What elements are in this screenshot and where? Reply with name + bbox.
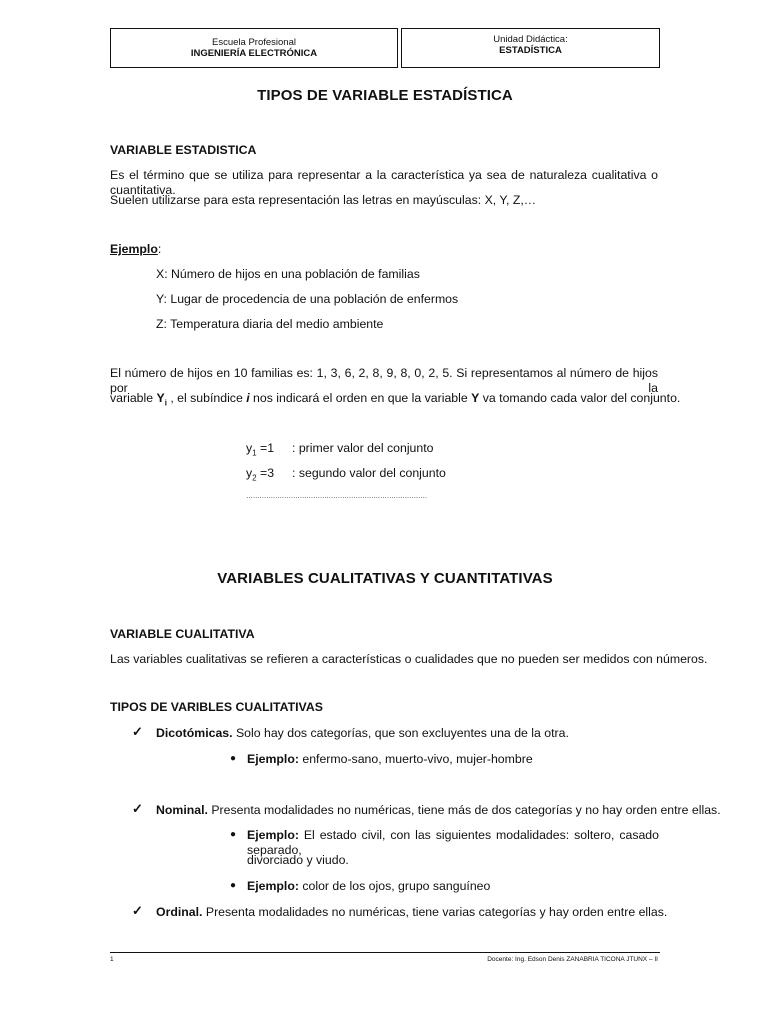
bullet-icon: ● bbox=[230, 753, 237, 764]
item-nominal bbox=[156, 803, 721, 818]
footer-author: Docente: Ing. Edson Denis ZANABRIA TICONA JTUNX – II bbox=[487, 956, 658, 963]
para2-var: Y bbox=[156, 391, 165, 405]
dicotomicas-text: Solo hay dos categorías, que son excluyentes una de la otra. bbox=[232, 726, 569, 740]
section-heading-tipos: TIPOS DE VARIBLES CUALITATIVAS bbox=[110, 700, 323, 714]
definition-line-2: Suelen utilizarse para esta representación las letras en mayúsculas: X, Y, Z,… bbox=[110, 193, 537, 207]
header-unit-box bbox=[401, 28, 660, 68]
check-icon: ✓ bbox=[132, 903, 143, 918]
header-unit-name: ESTADÍSTICA bbox=[499, 45, 562, 56]
definition-line-1: Es el término que se utiliza para representar a la característica ya sea de naturaleza cualitativa o cuantitativa. bbox=[110, 168, 658, 197]
ordinal-text: Presenta modalidades no numéricas, tiene varias categorías y hay orden entre ellas. bbox=[202, 905, 668, 919]
bullet-icon: ● bbox=[230, 880, 237, 891]
example-dicotomicas-text: enfermo-sano, muerto-vivo, mujer-hombre bbox=[298, 752, 533, 766]
page-title: TIPOS DE VARIABLE ESTADÍSTICA bbox=[257, 87, 513, 104]
y2-sub: 2 bbox=[252, 473, 257, 483]
section-heading-variable-cualitativa: VARIABLE CUALITATIVA bbox=[110, 627, 255, 641]
example-label-colon: : bbox=[157, 242, 162, 256]
example-x: X: Número de hijos en una población de familias bbox=[156, 267, 420, 281]
example-dicotomicas bbox=[247, 752, 533, 767]
section-heading-variable-estadistica: VARIABLE ESTADISTICA bbox=[110, 143, 257, 157]
item-ordinal bbox=[156, 905, 667, 920]
y1-eq: =1 bbox=[256, 441, 275, 455]
y2-definition bbox=[246, 466, 274, 485]
nominal-text: Presenta modalidades no numéricas, tiene más de dos categorías y no hay orden entre ellas. bbox=[207, 803, 721, 817]
y1-sub: 1 bbox=[252, 448, 257, 458]
example-label-text: Ejemplo bbox=[110, 242, 158, 256]
section-title-cualitativas: VARIABLES CUALITATIVAS Y CUANTITATIVAS bbox=[217, 570, 553, 587]
y2-lhs: y bbox=[246, 466, 253, 480]
paragraph-line-2 bbox=[110, 391, 680, 410]
y1-lhs: y bbox=[246, 441, 253, 455]
check-icon: ✓ bbox=[132, 724, 143, 739]
para2-d: va tomando cada valor del conjunto. bbox=[479, 391, 681, 405]
example-label-bold: Ejemplo: bbox=[247, 879, 299, 893]
nominal-label: Nominal. bbox=[156, 803, 208, 817]
example-nominal-2-text: color de los ojos, grupo sanguíneo bbox=[298, 879, 491, 893]
y2-eq: =3 bbox=[256, 466, 275, 480]
y2-description: : segundo valor del conjunto bbox=[292, 466, 446, 480]
example-label-bold: Ejemplo: bbox=[247, 828, 299, 842]
dicotomicas-label: Dicotómicas. bbox=[156, 726, 233, 740]
item-dicotomicas bbox=[156, 726, 569, 741]
example-nominal-1-continued: divorciado y viudo. bbox=[247, 853, 349, 867]
watermark bbox=[271, 420, 509, 670]
example-nominal-2 bbox=[247, 879, 490, 894]
example-label-bold: Ejemplo: bbox=[247, 752, 299, 766]
header-unit-label: Unidad Didáctica: bbox=[493, 34, 568, 45]
check-icon: ✓ bbox=[132, 801, 143, 816]
footer-divider bbox=[110, 952, 660, 953]
para2-c: nos indicará el orden en que la variable bbox=[249, 391, 472, 405]
para2-sub: i bbox=[164, 398, 167, 408]
example-label bbox=[110, 242, 161, 257]
ellipsis-line: ……………………………………………………………………… bbox=[246, 493, 427, 500]
y1-description: : primer valor del conjunto bbox=[292, 441, 434, 455]
para2-a: variable bbox=[110, 391, 157, 405]
para2-y: Y bbox=[471, 391, 480, 405]
header-school-label: Escuela Profesional bbox=[212, 37, 296, 48]
bullet-icon: ● bbox=[230, 829, 237, 840]
header-school-name: INGENIERÍA ELECTRÓNICA bbox=[190, 48, 318, 59]
paragraph-line-1: El número de hijos en 10 familias es: 1, 3, 6, 2, 8, 9, 8, 0, 2, 5. Si representamos al número de hijos por la bbox=[110, 366, 658, 395]
para2-b: , el subíndice bbox=[166, 391, 247, 405]
example-nominal-1-text: El estado civil, con las siguientes modalidades: soltero, casado separado, bbox=[247, 828, 659, 857]
example-y: Y: Lugar de procedencia de una población de enfermos bbox=[156, 292, 459, 306]
ordinal-label: Ordinal. bbox=[156, 905, 203, 919]
header-school-box bbox=[110, 28, 398, 68]
footer-page-number: 1 bbox=[110, 956, 114, 963]
example-z: Z: Temperatura diaria del medio ambiente bbox=[156, 317, 384, 331]
cualitativa-definition: Las variables cualitativas se refieren a características o cualidades que no pueden ser medidos con números. bbox=[110, 652, 708, 666]
y1-definition bbox=[246, 441, 274, 460]
para2-i: i bbox=[246, 391, 250, 405]
